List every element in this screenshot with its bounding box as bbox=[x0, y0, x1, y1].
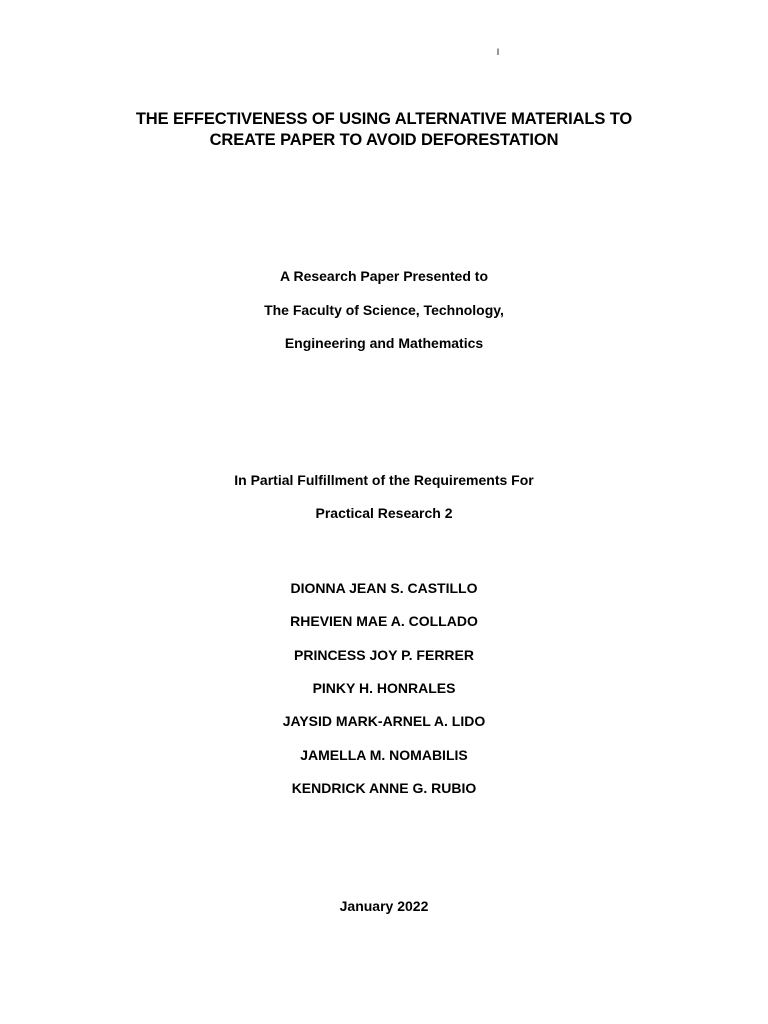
fulfillment-line-2: Practical Research 2 bbox=[315, 505, 453, 521]
title-line-2: CREATE PAPER TO AVOID DEFORESTATION bbox=[209, 131, 559, 149]
submission-date: January 2022 bbox=[339, 898, 429, 914]
author-name: DIONNA JEAN S. CASTILLO bbox=[290, 580, 478, 596]
author-name: JAYSID MARK-ARNEL A. LIDO bbox=[282, 713, 486, 729]
author-name: RHEVIEN MAE A. COLLADO bbox=[290, 613, 478, 629]
presentation-line-1: A Research Paper Presented to bbox=[279, 268, 488, 284]
paper-title bbox=[0, 109, 768, 151]
title-line-1: THE EFFECTIVENESS OF USING ALTERNATIVE MATERIALS TO bbox=[135, 110, 633, 128]
presentation-line-3: Engineering and Mathematics bbox=[284, 335, 484, 351]
author-name: KENDRICK ANNE G. RUBIO bbox=[291, 780, 477, 796]
author-name: PINKY H. HONRALES bbox=[312, 680, 456, 696]
page-number: I bbox=[496, 47, 500, 57]
author-name: JAMELLA M. NOMABILIS bbox=[300, 747, 468, 763]
fulfillment-line-1: In Partial Fulfillment of the Requirements For bbox=[234, 472, 534, 488]
presentation-line-2: The Faculty of Science, Technology, bbox=[264, 302, 504, 318]
author-name: PRINCESS JOY P. FERRER bbox=[294, 647, 474, 663]
